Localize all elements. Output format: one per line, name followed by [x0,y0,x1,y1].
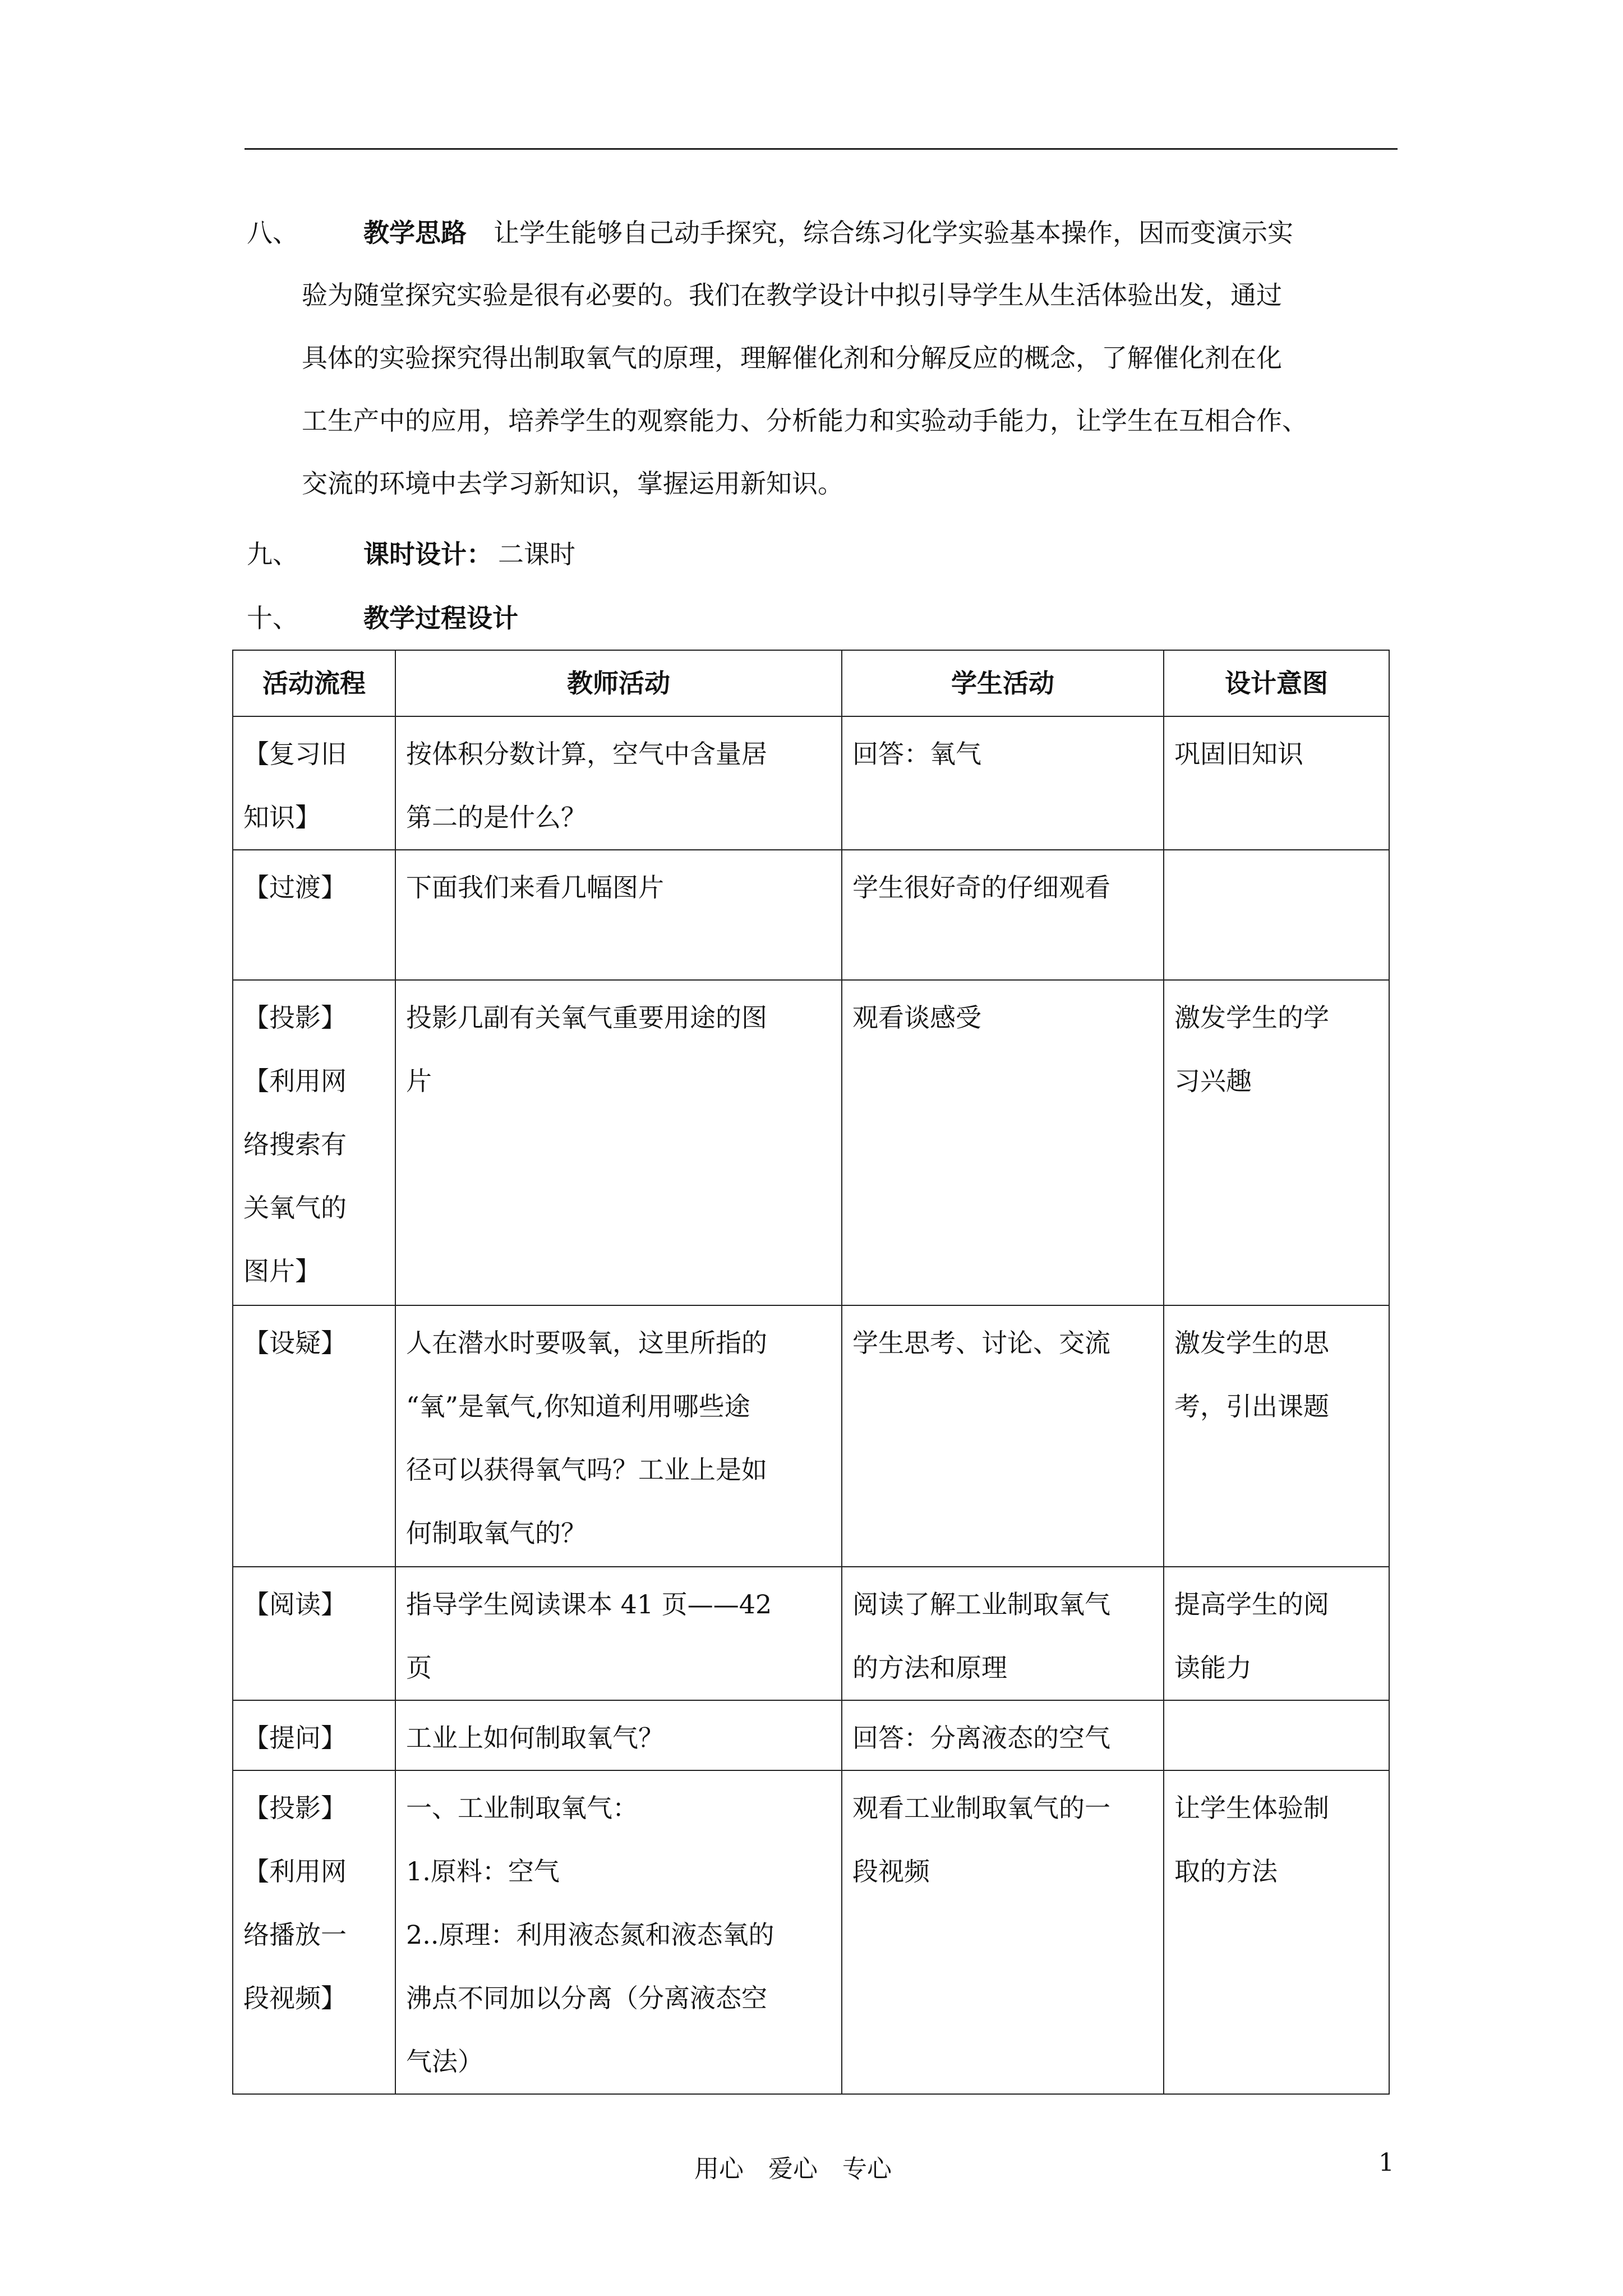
cell-text: 【复习旧 [243,739,347,769]
cell-teacher [395,850,842,980]
cell-text: 让学生体验制 [1174,1793,1329,1823]
table-row [233,1567,1389,1700]
table-header-row [233,650,1389,716]
cell-text: 激发学生的思 [1174,1328,1329,1358]
cell-text: 页 [406,1653,432,1683]
cell-text: 【利用网 [243,1066,347,1096]
section-heading: 课时设计： [363,539,492,569]
cell-text: 【设疑】 [243,1328,347,1358]
cell-flow [233,716,395,850]
cell-text: 段视频】 [243,1983,347,2013]
table-row [233,980,1389,1305]
table-row [233,1700,1389,1770]
cell-text: 【投影】 [243,1793,347,1823]
header-teacher: 教师活动 [395,650,842,716]
paragraph-line: 交流的环境中去学习新知识，掌握运用新知识。 [302,468,843,499]
paragraph-line: 具体的实验探究得出制取氧气的原理，理解催化剂和分解反应的概念，了解催化剂在化 [302,343,1282,373]
cell-text: 片 [406,1066,432,1096]
section-number: 十、 [247,603,298,633]
table-row [233,1305,1389,1567]
cell-intent [1164,1305,1389,1567]
paragraph-line: 让学生能够自己动手探究，综合练习化学实验基本操作，因而变演示实 [494,218,1293,248]
cell-text: 回答：分离液态的空气 [852,1723,1110,1753]
cell-text: “氧”是氧气,你知道利用哪些途 [406,1391,750,1421]
cell-text: 1.原料：空气 [406,1856,560,1887]
cell-text: 段视频 [852,1856,930,1887]
section-heading: 教学思路 [363,218,467,248]
paragraph-line: 验为随堂探究实验是很有必要的。我们在教学设计中拟引导学生从生活体验出发，通过 [302,280,1282,310]
cell-flow [233,850,395,980]
cell-text: 考，引出课题 [1174,1391,1329,1421]
cell-flow [233,1770,395,2094]
cell-intent [1164,1567,1389,1700]
header-rule [245,148,1398,150]
cell-intent [1164,980,1389,1305]
cell-intent [1164,716,1389,850]
table-row [233,716,1389,850]
table-row [233,1770,1389,2094]
cell-text: 沸点不同加以分离（分离液态空 [406,1983,767,2013]
cell-text: 观看谈感受 [852,1002,981,1033]
cell-student [842,850,1164,980]
cell-text: 径可以获得氧气吗？工业上是如 [406,1455,767,1485]
cell-text: 读能力 [1174,1653,1252,1683]
cell-text: 络搜索有 [243,1129,347,1159]
cell-text: 下面我们来看几幅图片 [406,872,664,903]
cell-text: 【阅读】 [243,1589,347,1619]
header-intent: 设计意图 [1164,650,1389,716]
cell-text: 习兴趣 [1174,1066,1252,1096]
cell-student [842,980,1164,1305]
cell-flow [233,1700,395,1770]
cell-teacher [395,1770,842,2094]
cell-intent [1164,850,1389,980]
cell-text: 激发学生的学 [1174,1002,1329,1033]
cell-text: 的方法和原理 [852,1653,1007,1683]
cell-text: 取的方法 [1174,1856,1278,1887]
section-text: 二课时 [498,539,575,569]
page-number: 1 [1378,2148,1394,2177]
cell-flow [233,1305,395,1567]
header-student: 学生活动 [842,650,1164,716]
cell-teacher [395,1567,842,1700]
cell-student [842,716,1164,850]
cell-text: 提高学生的阅 [1174,1589,1329,1619]
cell-text: 回答：氧气 [852,739,981,769]
cell-text: 何制取氧气的？ [406,1518,587,1548]
cell-flow [233,980,395,1305]
cell-student [842,1770,1164,2094]
cell-text: 巩固旧知识 [1174,739,1303,769]
cell-text: 指导学生阅读课本 41 页——42 [406,1589,772,1619]
cell-text: 学生思考、讨论、交流 [852,1328,1110,1358]
cell-text: 按体积分数计算，空气中含量居 [406,739,767,769]
footer-motto: 用心 爱心 专心 [694,2155,892,2183]
cell-text: 第二的是什么？ [406,802,587,832]
cell-text: 一、工业制取氧气： [406,1793,638,1823]
cell-text: 观看工业制取氧气的一 [852,1793,1110,1823]
cell-text: 【投影】 [243,1002,347,1033]
cell-text: 【过渡】 [243,872,347,903]
cell-teacher [395,716,842,850]
cell-text: 关氧气的 [243,1193,347,1223]
cell-teacher [395,980,842,1305]
cell-text: 人在潜水时要吸氧，这里所指的 [406,1328,767,1358]
teaching-process-table [232,650,1390,2095]
cell-student [842,1567,1164,1700]
cell-flow [233,1567,395,1700]
cell-text: 工业上如何制取氧气？ [406,1723,664,1753]
section-number: 九、 [247,539,298,569]
paragraph-line: 工生产中的应用，培养学生的观察能力、分析能力和实验动手能力，让学生在互相合作、 [302,406,1308,436]
cell-intent [1164,1700,1389,1770]
cell-text: 【利用网 [243,1856,347,1887]
header-flow: 活动流程 [233,650,395,716]
cell-student [842,1700,1164,1770]
cell-text: 络播放一 [243,1920,347,1950]
cell-intent [1164,1770,1389,2094]
cell-text: 学生很好奇的仔细观看 [852,872,1110,903]
cell-text: 图片】 [243,1256,321,1286]
cell-teacher [395,1700,842,1770]
table-row [233,850,1389,980]
cell-student [842,1305,1164,1567]
cell-text: 投影几副有关氧气重要用途的图 [406,1002,767,1033]
section-number: 八、 [247,218,298,248]
cell-text: 【提问】 [243,1723,347,1753]
cell-teacher [395,1305,842,1567]
cell-text: 阅读了解工业制取氧气 [852,1589,1110,1619]
section-heading: 教学过程设计 [363,603,518,633]
cell-text: 气法） [406,2046,483,2077]
cell-text: 知识】 [243,802,321,832]
cell-text: 2..原理：利用液态氮和液态氧的 [406,1920,774,1950]
